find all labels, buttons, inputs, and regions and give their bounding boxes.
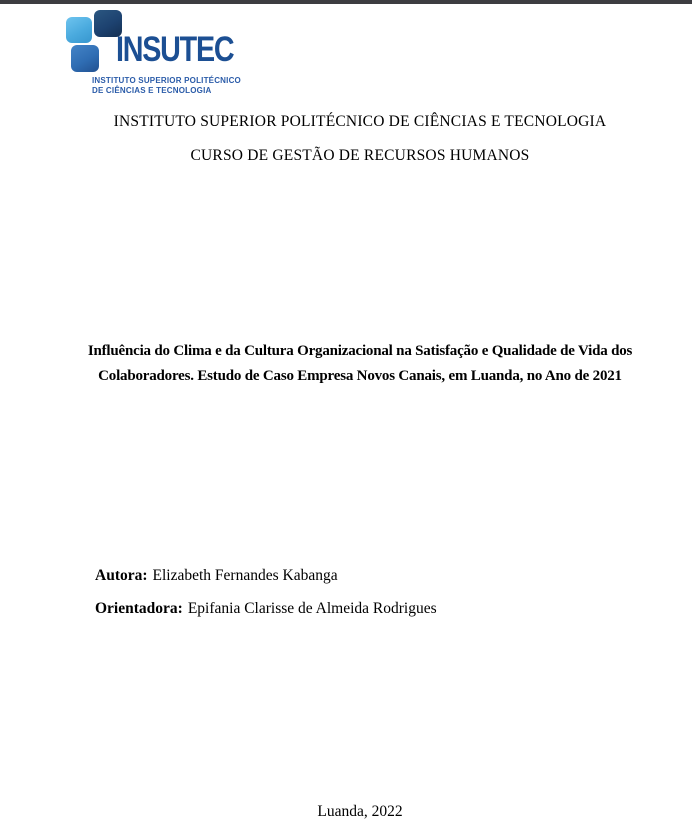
thesis-title-line1-text: Influência do Clima e da Cultura Organizacional na Satisfação e Qualidade de Vida dos: [87, 343, 633, 359]
logo-square-light-blue-icon: [66, 17, 92, 43]
insutec-logo: [58, 8, 258, 102]
viewer-top-edge: [0, 0, 692, 4]
advisor-name: Epifania Clarisse de Almeida Rodrigues: [187, 600, 437, 617]
thesis-title-line1: [87, 341, 633, 361]
logo-subtitle-line2: DE CIÊNCIAS E TECNOLOGIA: [92, 86, 212, 95]
logo-square-medium-blue-icon: [71, 45, 99, 72]
institution-name: INSTITUTO SUPERIOR POLITÉCNICO DE CIÊNCIAS E TECNOLOGIA: [113, 113, 607, 130]
logo-subtitle-line1: INSTITUTO SUPERIOR POLITÉCNICO: [92, 76, 241, 85]
advisor-line: [95, 599, 625, 618]
author-name: Elizabeth Fernandes Kabanga: [152, 567, 338, 584]
course-name: CURSO DE GESTÃO DE RECURSOS HUMANOS: [190, 147, 530, 164]
thesis-title-line2-text: Colaboradores. Estudo de Caso Empresa Novos Canais, em Luanda, no Ano de 2021: [98, 368, 622, 384]
advisor-label: Orientadora:: [95, 600, 183, 617]
logo-wordmark: INSUTEC: [116, 30, 234, 69]
logo-subtitle: [92, 76, 241, 96]
author-label: Autora:: [95, 567, 148, 584]
author-line: [95, 566, 625, 585]
place-and-year: Luanda, 2022: [317, 803, 403, 820]
thesis-title-line2: [95, 366, 625, 386]
